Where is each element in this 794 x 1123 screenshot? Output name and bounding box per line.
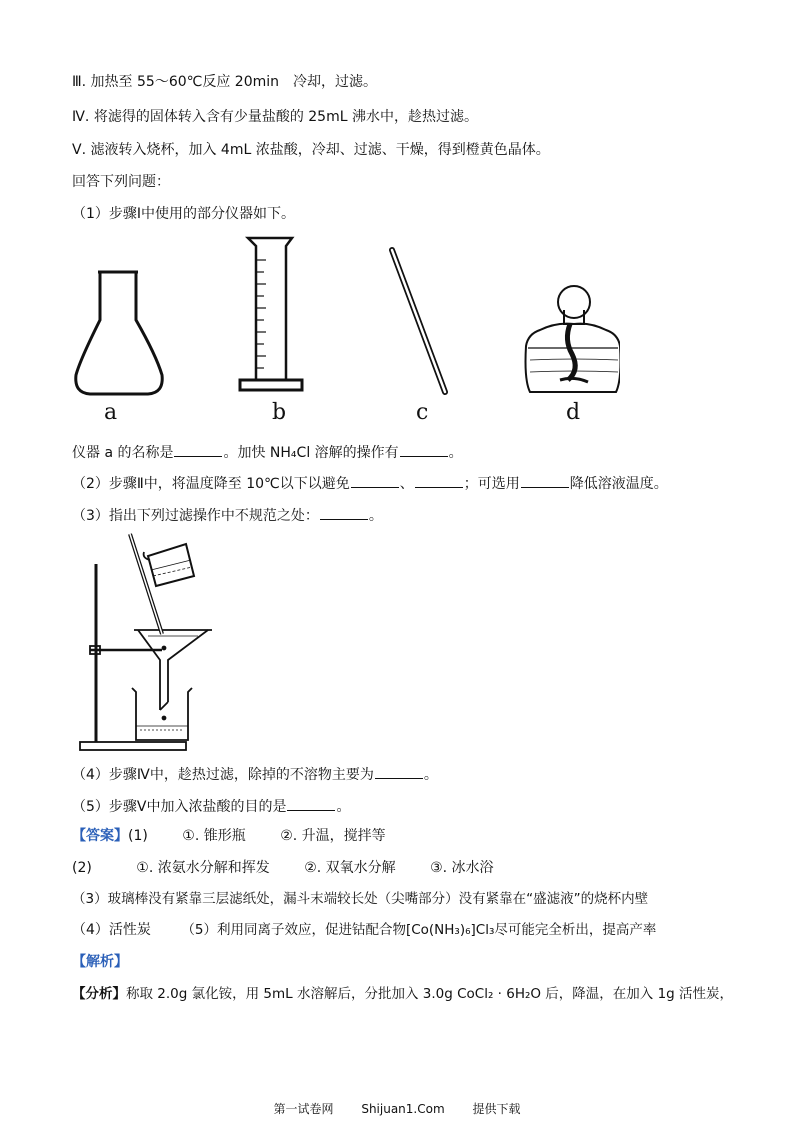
- answer-line-3: （3）玻璃棒没有紧靠三层滤纸处，漏斗末端较长处（尖嘴部分）没有紧靠在“盛滤液”的烧杯内壁: [72, 891, 649, 907]
- answer-blank: [400, 442, 448, 457]
- answer-blank: [320, 505, 368, 520]
- answer-line-1: [72, 826, 386, 846]
- answer-blank: [174, 442, 222, 457]
- q1-text-a: 仪器 a 的名称是: [72, 445, 174, 461]
- q2-sep: 、: [399, 476, 414, 492]
- answer-2-item-1: ①. 浓氨水分解和挥发: [136, 860, 270, 876]
- question-1-sub: [72, 442, 463, 463]
- answer-2-item-3: ③. 冰水浴: [430, 860, 494, 876]
- fenxi-text: 称取 2.0g 氯化铵，用 5mL 水溶解后，分批加入 3.0g CoCl₂ · 6H₂O 后，降温，在加入 1g 活性炭，: [126, 986, 734, 1002]
- question-3: [72, 505, 383, 526]
- filtration-apparatus: [72, 530, 212, 756]
- label-d: d: [566, 400, 581, 425]
- q3-text: （3）指出下列过滤操作中不规范之处：: [72, 508, 319, 524]
- answer-1-item-1: ①. 锥形瓶: [182, 828, 246, 844]
- fenxi-tag: 【分析】: [72, 986, 126, 1002]
- footer-left: 第一试卷网: [273, 1102, 334, 1116]
- analysis-tag: 【解析】: [72, 954, 128, 970]
- step-3-text: Ⅲ. 加热至 55～60℃反应 20min 冷却，过滤。: [72, 74, 378, 90]
- answer-blank: [521, 473, 569, 488]
- step-5-text: Ⅴ. 滤液转入烧杯，加入 4mL 浓盐酸，冷却、过滤、干燥，得到橙黄色晶体。: [72, 142, 550, 158]
- answer-tag: 【答案】: [72, 828, 128, 844]
- q2-text-b: ；可选用: [463, 476, 520, 492]
- answer-line-4-5: [72, 920, 656, 940]
- answer-blank: [287, 796, 335, 811]
- question-4: [72, 764, 438, 785]
- label-a: a: [104, 400, 118, 425]
- conical-flask: [76, 272, 162, 394]
- alcohol-lamp: [526, 286, 621, 392]
- answer-4: （4）活性炭: [72, 922, 151, 938]
- q4-end: 。: [423, 767, 438, 783]
- q5-text: （5）步骤Ⅴ中加入浓盐酸的目的是: [72, 799, 287, 815]
- glass-rod: [392, 250, 445, 392]
- answer-blank: [415, 473, 463, 488]
- answer-line-2: [72, 858, 494, 878]
- q2-text-c: 降低溶液温度。: [569, 476, 668, 492]
- answer-1-item-2: ②. 升温，搅拌等: [280, 828, 386, 844]
- label-b: b: [272, 400, 287, 425]
- q2-text-a: （2）步骤Ⅱ中，将温度降至 10℃以下以避免: [72, 476, 350, 492]
- label-c: c: [416, 400, 429, 425]
- answer-2-item-2: ②. 双氧水分解: [304, 860, 396, 876]
- answer-2-num: (2): [72, 860, 92, 876]
- question-2: [72, 473, 668, 494]
- graduated-cylinder: [240, 238, 302, 390]
- footer-mid: Shijuan1.Com: [361, 1102, 445, 1116]
- answer-prompt: 回答下列问题：: [72, 174, 170, 190]
- instrument-figure: [60, 230, 620, 430]
- q1-text-end: 。: [448, 445, 463, 461]
- answer-1-num: (1): [128, 828, 148, 844]
- question-5: [72, 796, 350, 817]
- page-footer: [0, 1100, 794, 1117]
- answer-5: （5）利用同离子效应，促进钴配合物[Co(NH₃)₆]Cl₃尽可能完全析出，提高产率: [181, 922, 657, 938]
- answer-blank: [351, 473, 399, 488]
- step-4-text: Ⅳ. 将滤得的固体转入含有少量盐酸的 25mL 沸水中，趁热过滤。: [72, 109, 478, 125]
- footer-right: 提供下载: [472, 1102, 521, 1116]
- q5-end: 。: [336, 799, 351, 815]
- q1-text-b: 。加快 NH₄Cl 溶解的操作有: [223, 445, 399, 461]
- question-1: （1）步骤Ⅰ中使用的部分仪器如下。: [72, 206, 296, 222]
- q4-text: （4）步骤Ⅳ中，趁热过滤，除掉的不溶物主要为: [72, 767, 374, 783]
- answer-blank: [375, 764, 423, 779]
- analysis-line: [72, 984, 733, 1004]
- q3-end: 。: [368, 508, 383, 524]
